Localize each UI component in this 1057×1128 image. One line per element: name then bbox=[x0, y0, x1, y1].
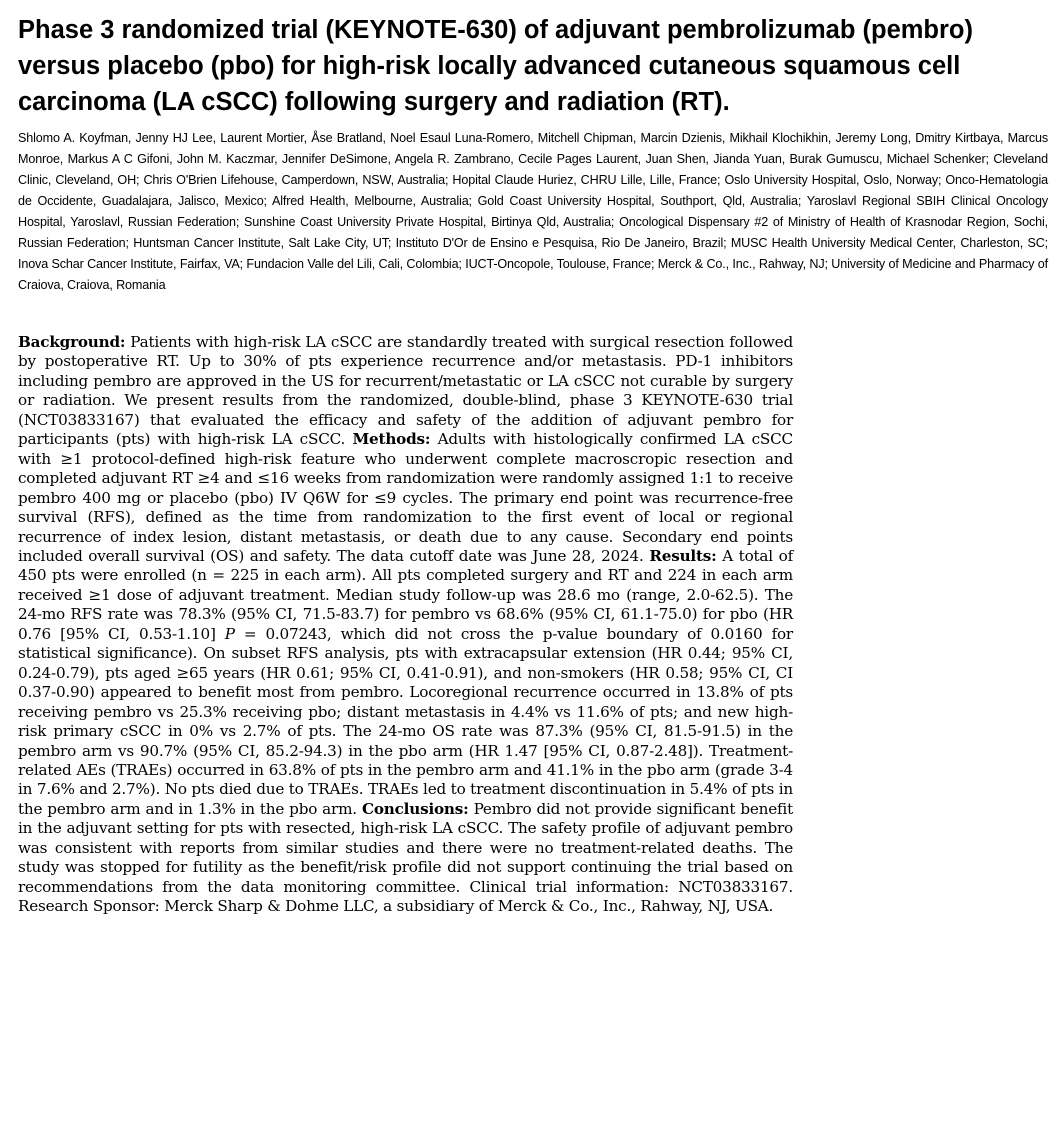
abstract-title: Phase 3 randomized trial (KEYNOTE-630) of adjuvant pembrolizumab (pembro) versus placebo (pbo) for high-risk locally advanced cutaneous squamous cell carcinoma (LA cSCC) following surgery and radiation (RT). bbox=[18, 16, 973, 116]
results-text-continued: = 0.07243, which did not cross the p-value boundary of 0.0160 for statistical significance). On subset RFS analysis, pts with extracapsular extension (HR 0.44; 95% CI, 0.24-0.79), pts aged ≥65 years (HR 0.61; 95% CI, 0.41-0.91), and non-smokers (HR 0.58; 95% CI, CI 0.37-0.90) appeared to benefit most from pembro. Locoregional recurrence occurred in 13.8% of pts receiving pembro vs 25.3% receiving pbo; distant metastasis in 4.4% vs 11.6% of pts; and new high-risk primary cSCC in 0% vs 2.7% of pts. The 24-mo OS rate was 87.3% (95% CI, 81.5-91.5) in the pembro arm vs 90.7% (95% CI, 85.2-94.3) in the pbo arm (HR 1.47 [95% CI, 0.87-2.48]). Treatment-related AEs (TRAEs) occurred in 63.8% of pts in the pembro arm and 41.1% in the pbo arm (grade 3-4 in 7.6% and 2.7%). No pts died due to TRAEs. TRAEs led to treatment discontinuation in 5.4% of pts in the pembro arm and in 1.3% in the pbo arm. bbox=[18, 624, 793, 818]
methods-heading: Methods: bbox=[352, 430, 431, 449]
background-text: Patients with high-risk LA cSCC are standardly treated with surgical resection followed by postoperative RT. Up to 30% of pts experience recurrence and/or metastasis. PD-1 inhibitors including pembro are approved in the US for recurrent/metastatic or LA cSCC not curable by surgery or radiation. We present results from the randomized, double-blind, phase 3 KEYNOTE-630 trial (NCT03833167) that evaluated the efficacy and safety of the addition of adjuvant pembro for participants (pts) with high-risk LA cSCC. bbox=[18, 333, 793, 449]
results-heading: Results: bbox=[649, 546, 717, 565]
background-heading: Background: bbox=[18, 333, 126, 351]
author-list: Shlomo A. Koyfman, Jenny HJ Lee, Laurent Mortier, Åse Bratland, Noel Esaul Luna-Romero, Mitchell Chipman, Marcin Dzienis, Mikhail Klochikhin, Jeremy Long, Dmitry Kirtbaya, Marcus Monroe, Markus A C Gifoni, John M. Kaczmar, Jennifer DeSimone, Angela R. Zambrano, Cecile Pages Laurent, Juan Shen, Jianda Yuan, Burak Gumuscu, Michael Schenker; Cleveland Clinic, Cleveland, OH; Chris O'Brien Lifehouse, Camperdown, NSW, Australia; Hopital Claude Huriez, CHRU Lille, Lille, France; Oslo University Hospital, Oslo, Norway; Onco-Hematologia de Occidente, Guadalajara, Jalisco, Mexico; Alfred Health, Melbourne, Australia; Gold Coast University Hospital, Southport, Qld, Australia; Yaroslavl Regional SBIH Clinical Oncology Hospital, Yaroslavl, Russian Federation; Sunshine Coast University Private Hospital, Birtinya Qld, Australia; Oncological Dispensary #2 of Ministry of Health of Krasnodar Region, Sochi, Russian Federation; Huntsman Cancer Institute, Salt Lake City, UT; Instituto D'Or de Ensino e Pesquisa, Rio De Janeiro, Brazil; MUSC Health University Medical Center, Charleston, SC; Inova Schar Cancer Institute, Fairfax, VA; Fundacion Valle del Lili, Cali, Colombia; IUCT-Oncopole, Toulouse, France; Merck & Co., Inc., Rahway, NJ; University of Medicine and Pharmacy of Craiova, Craiova, Romania bbox=[18, 131, 1048, 292]
results-text: A total of 450 pts were enrolled (n = 225 in each arm). All pts completed surgery and RT and 224 in each arm received ≥1 dose of adjuvant treatment. Median study follow-up was 28.6 mo (range, 2.0-62.5). The 24-mo RFS rate was 78.3% (95% CI, 71.5-83.7) for pembro vs 68.6% (95% CI, 61.1-75.0) for pbo (HR 0.76 [95% CI, 0.53-1.10] bbox=[18, 546, 793, 643]
abstract-body bbox=[18, 333, 793, 917]
methods-text: Adults with histologically confirmed LA cSCC with ≥1 protocol-defined high-risk feature who underwent complete macroscropic resection and completed adjuvant RT ≥4 and ≤16 weeks from randomization were randomly assigned 1:1 to receive pembro 400 mg or placebo (pbo) IV Q6W for ≤9 cycles. The primary end point was recurrence-free survival (RFS), defined as the time from randomization to the first event of local or regional recurrence of index lesion, distant metastasis, or death due to any cause. Secondary end points included overall survival (OS) and safety. The data cutoff date was June 28, 2024. bbox=[18, 430, 793, 565]
p-value-symbol: P bbox=[224, 624, 235, 643]
conclusions-text: Pembro did not provide significant benefit in the adjuvant setting for pts with resected, high-risk LA cSCC. The safety profile of adjuvant pembro was consistent with reports from similar studies and there were no treatment-related deaths. The study was stopped for futility as the benefit/risk profile did not support continuing the trial based on recommendations from the data monitoring committee. Clinical trial information: NCT03833167. Research Sponsor: Merck Sharp & Dohme LLC, a subsidiary of Merck & Co., Inc., Rahway, NJ, USA. bbox=[18, 799, 793, 916]
conclusions-heading: Conclusions: bbox=[361, 799, 469, 818]
